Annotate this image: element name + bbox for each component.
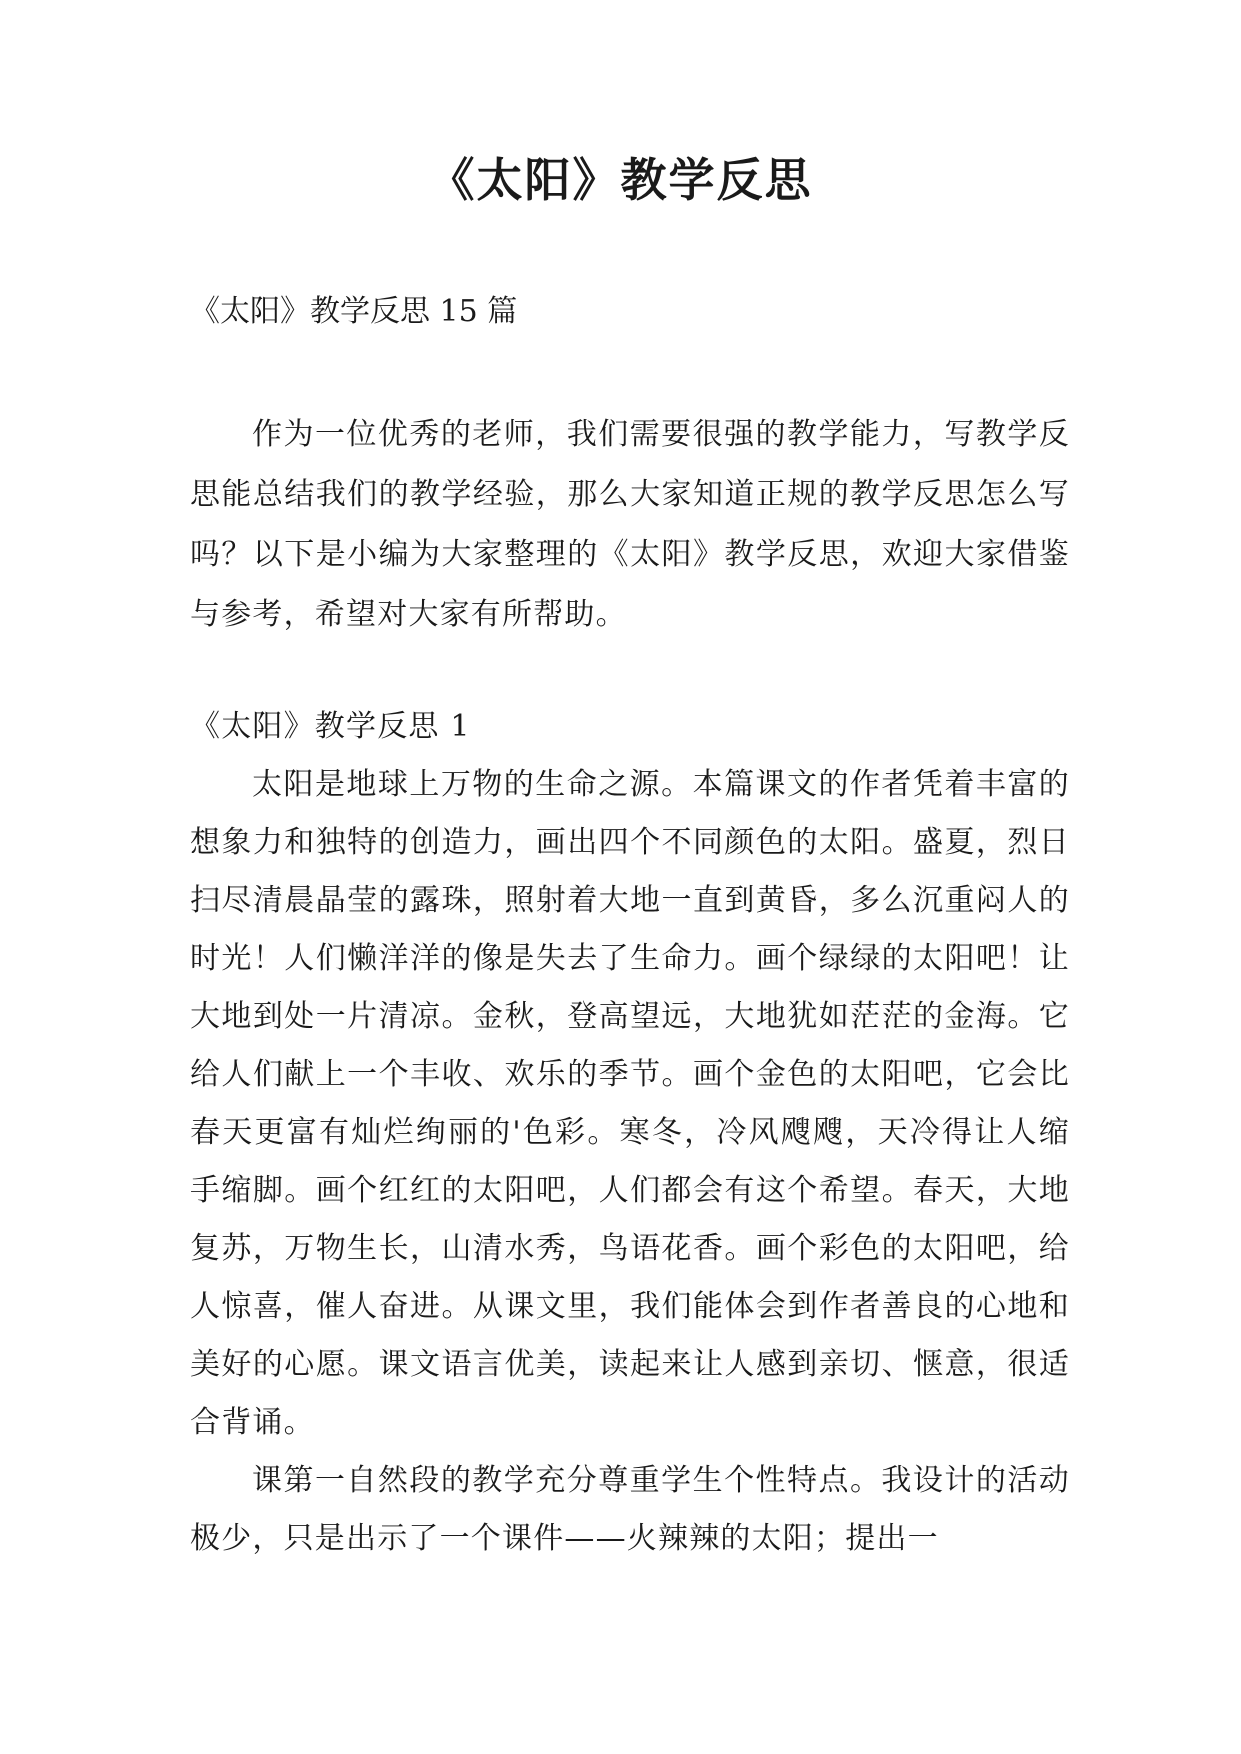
- section-1: [190, 698, 1070, 1568]
- section-1-paragraph-2: 课第一自然段的教学充分尊重学生个性特点。我设计的活动极少，只是出示了一个课件——火辣辣的太阳；提出一: [190, 1463, 1070, 1556]
- intro-paragraph: 作为一位优秀的老师，我们需要很强的教学能力，写教学反思能总结我们的教学经验，那么大家知道正规的教学反思怎么写吗？以下是小编为大家整理的《太阳》教学反思，欢迎大家借鉴与参考，希望对大家有所帮助。: [190, 417, 1070, 632]
- document-subtitle: 《太阳》教学反思 15 篇: [190, 294, 518, 329]
- document-title: 《太阳》教学反思: [428, 153, 813, 207]
- intro-section: [190, 405, 1070, 645]
- section-1-heading: 《太阳》教学反思 1: [190, 709, 471, 744]
- section-1-paragraph-1: 太阳是地球上万物的生命之源。本篇课文的作者凭着丰富的想象力和独特的创造力，画出四个不同颜色的太阳。盛夏，烈日扫尽清晨晶莹的露珠，照射着大地一直到黄昏，多么沉重闷人的时光！人们懒洋洋的像是失去了生命力。画个绿绿的太阳吧！让大地到处一片清凉。金秋，登高望远，大地犹如茫茫的金海。它给人们献上一个丰收、欢乐的季节。画个金色的太阳吧，它会比春天更富有灿烂绚丽的'色彩。寒冬，冷风飕飕，天冷得让人缩手缩脚。画个红红的太阳吧，人们都会有这个希望。春天，大地复苏，万物生长，山清水秀，鸟语花香。画个彩色的太阳吧，给人惊喜，催人奋进。从课文里，我们能体会到作者善良的心地和美好的心愿。课文语言优美，读起来让人感到亲切、惬意，很适合背诵。: [190, 767, 1070, 1440]
